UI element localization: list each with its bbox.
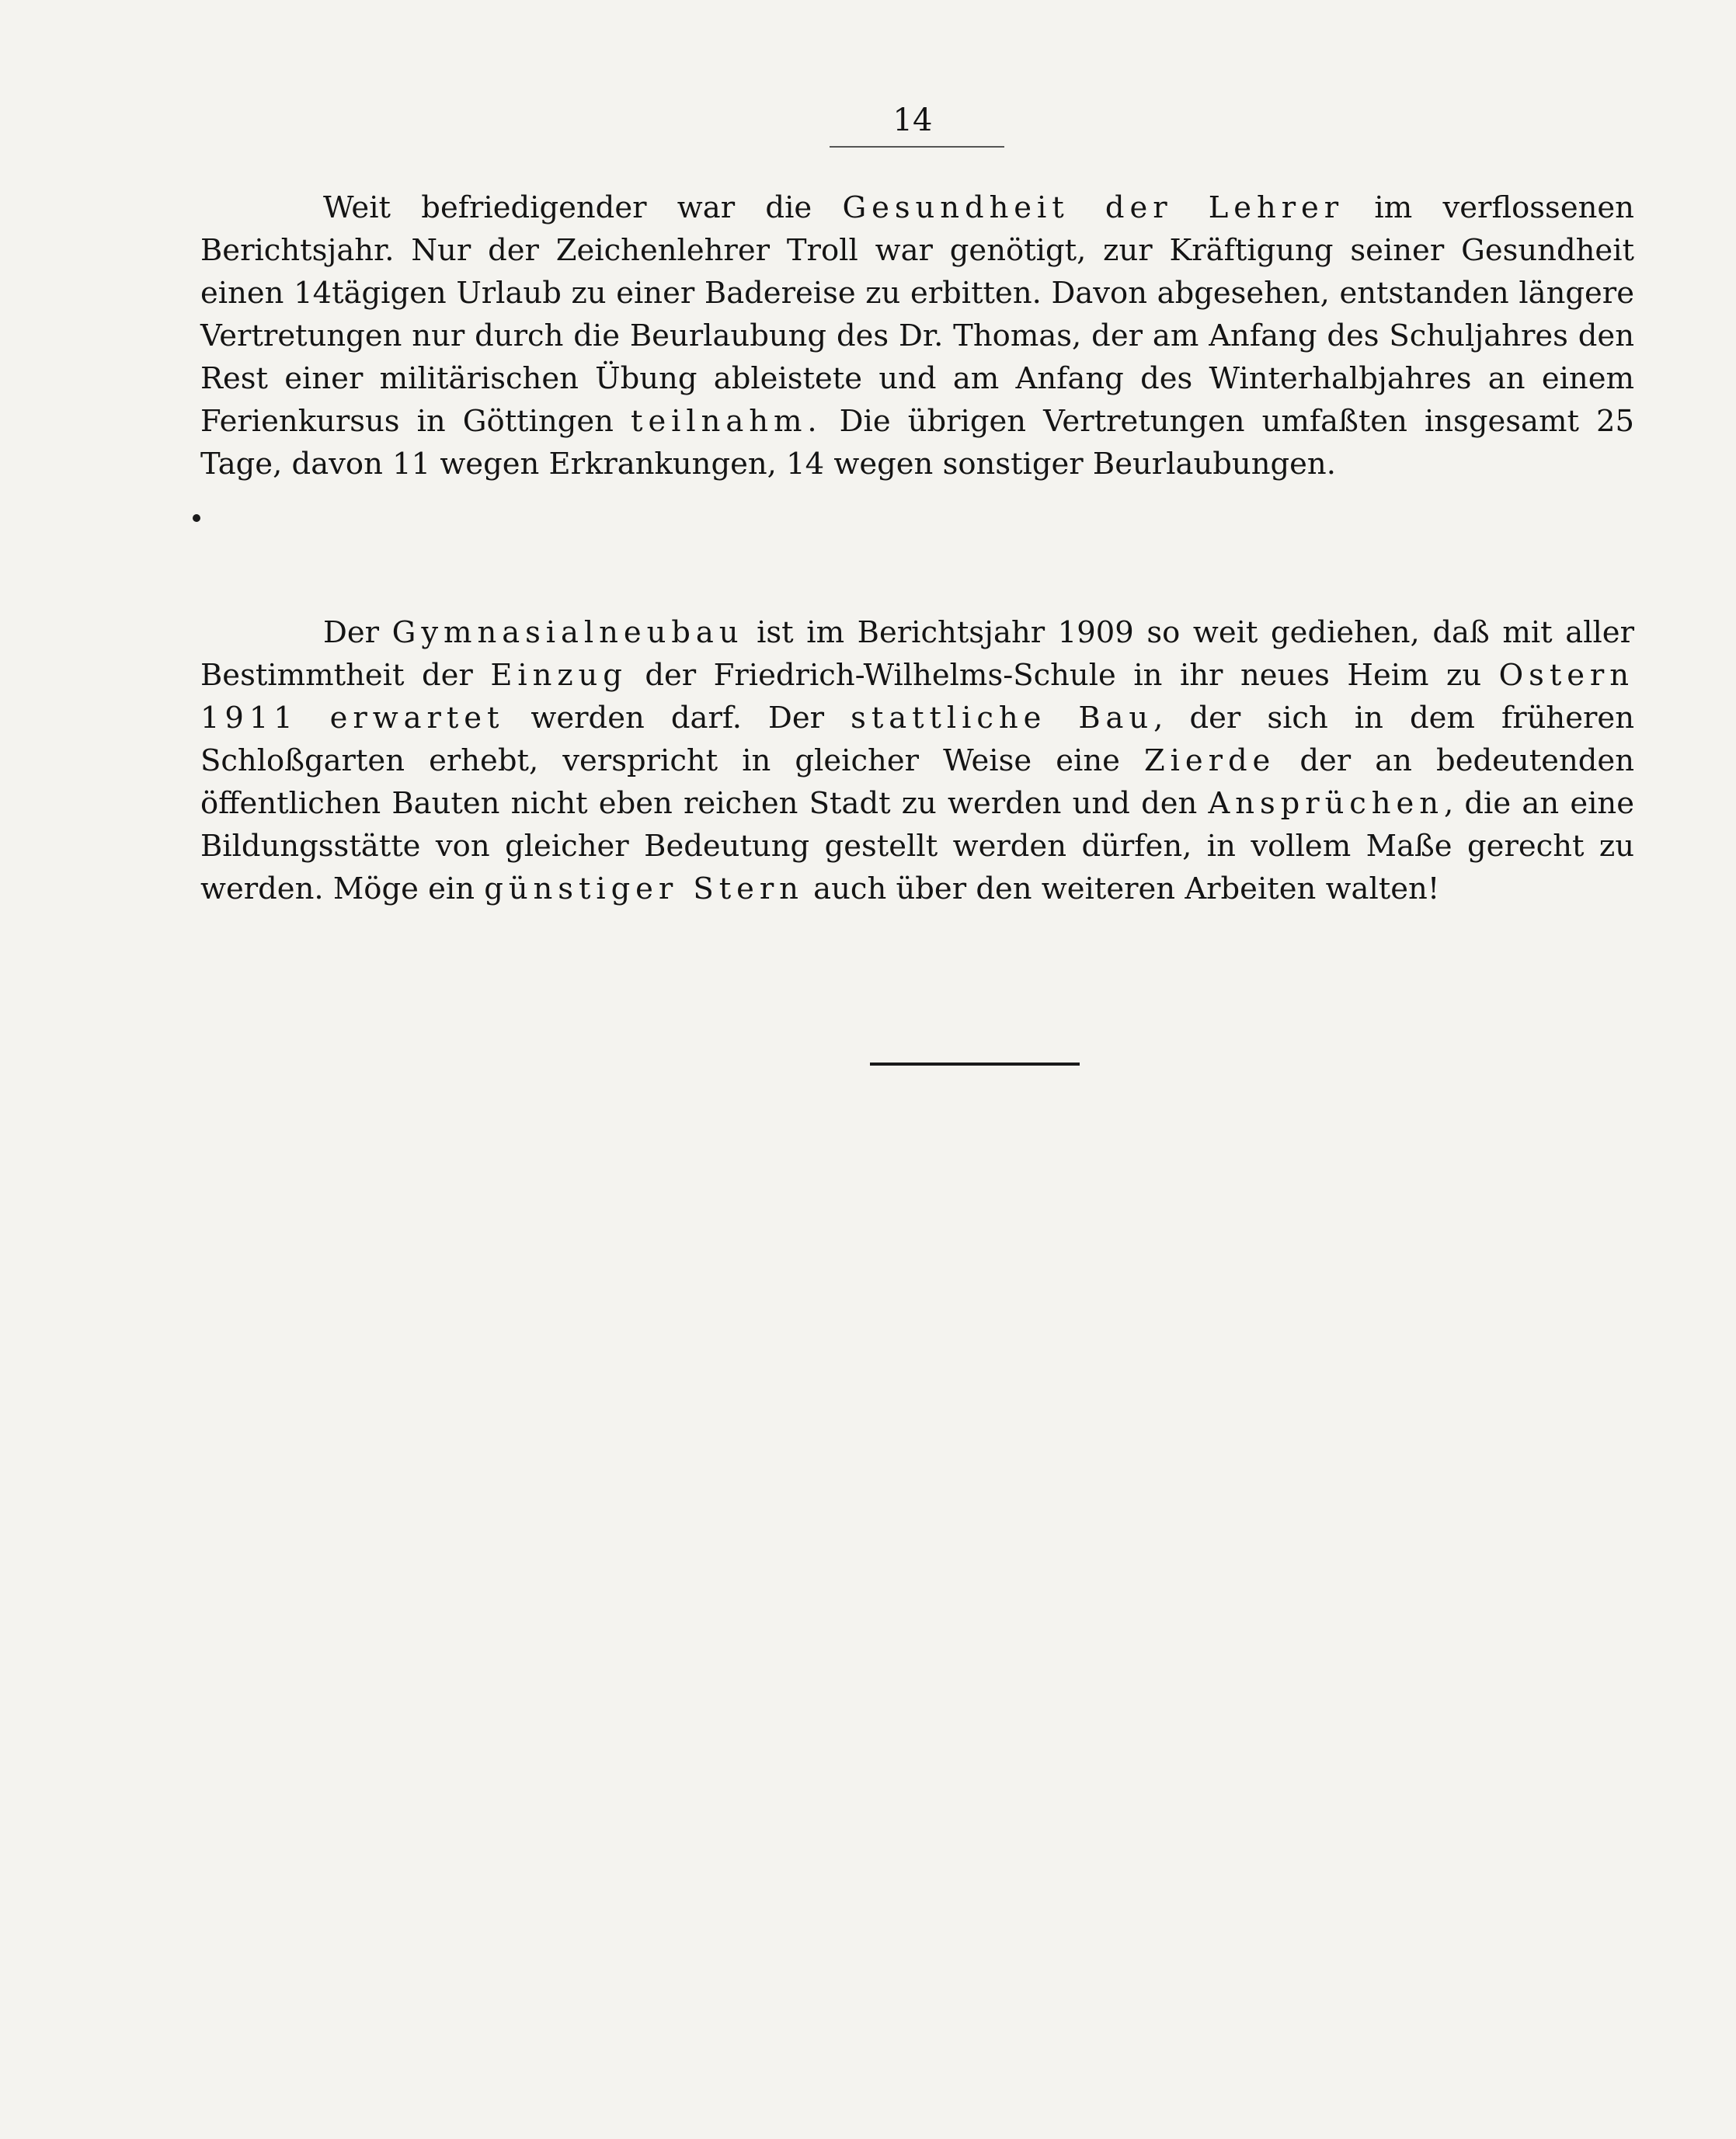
section-divider-rule [870,1063,1080,1066]
spaced-emphasis: Ostern 1911 erwartet [200,658,1634,736]
text-run: der an bedeutenden öffentlichen Bauten nicht eben reichen Stadt zu werden und den [200,743,1634,821]
text-run: , der sich in dem früheren Schloßgarten erhebt, verspricht in gleicher Weise eine [200,701,1634,778]
spaced-emphasis: Gymnasialneubau [391,615,744,650]
paragraph-teacher-health [200,186,1634,485]
text-run: , die an eine Bildungsstätte von gleicher Bedeutung gestellt werden dürfen, in vollem Maße gerecht zu werden. Möge ein [200,786,1634,906]
text-run: Der [323,615,392,650]
page-number: 14 [892,103,933,138]
paragraph-new-building [200,611,1634,910]
text-run: der Friedrich-Wilhelms-Schule in ihr neues Heim zu [627,658,1499,693]
text-run: Die übrigen Vertretungen umfaßten insgesamt 25 Tage, davon 11 wegen Erkrankungen, 14 wegen sonstiger Beurlaubungen. [200,404,1634,482]
text-run: auch über den weiteren Arbeiten walten! [803,871,1440,906]
text-run: werden darf. Der [504,701,851,736]
ink-speck [193,514,200,522]
header-rule [830,146,1004,148]
text-run: ist im Berichtsjahr 1909 so weit gediehen, daß mit aller Bestimmtheit der [200,615,1634,693]
spaced-emphasis: Einzug [490,658,628,693]
spaced-emphasis: Gesundheit der Lehrer [842,190,1345,225]
text-run: Weit befriedigender war die [323,190,843,225]
spaced-emphasis: Zierde [1143,743,1276,778]
spaced-emphasis: Ansprüchen [1208,786,1444,821]
spaced-emphasis: stattliche Bau [851,701,1154,736]
text-run: im verflossenen Berichtsjahr. Nur der Zeichenlehrer Troll war genötigt, zur Kräftigung seiner Gesundheit einen 14tägigen Urlaub zu einer Badereise zu erbitten. Davon abgesehen, entstanden längere Vertretungen nur durch die Beurlaubung des Dr. Thomas, der am Anfang des Schuljahres den Rest einer militärischen Übung ableistete und am Anfang des Winterhalbjahres an einem Ferienkursus in Göttingen [200,190,1634,439]
spaced-emphasis: teilnahm. [631,404,823,439]
spaced-emphasis: günstiger Stern [484,871,804,906]
